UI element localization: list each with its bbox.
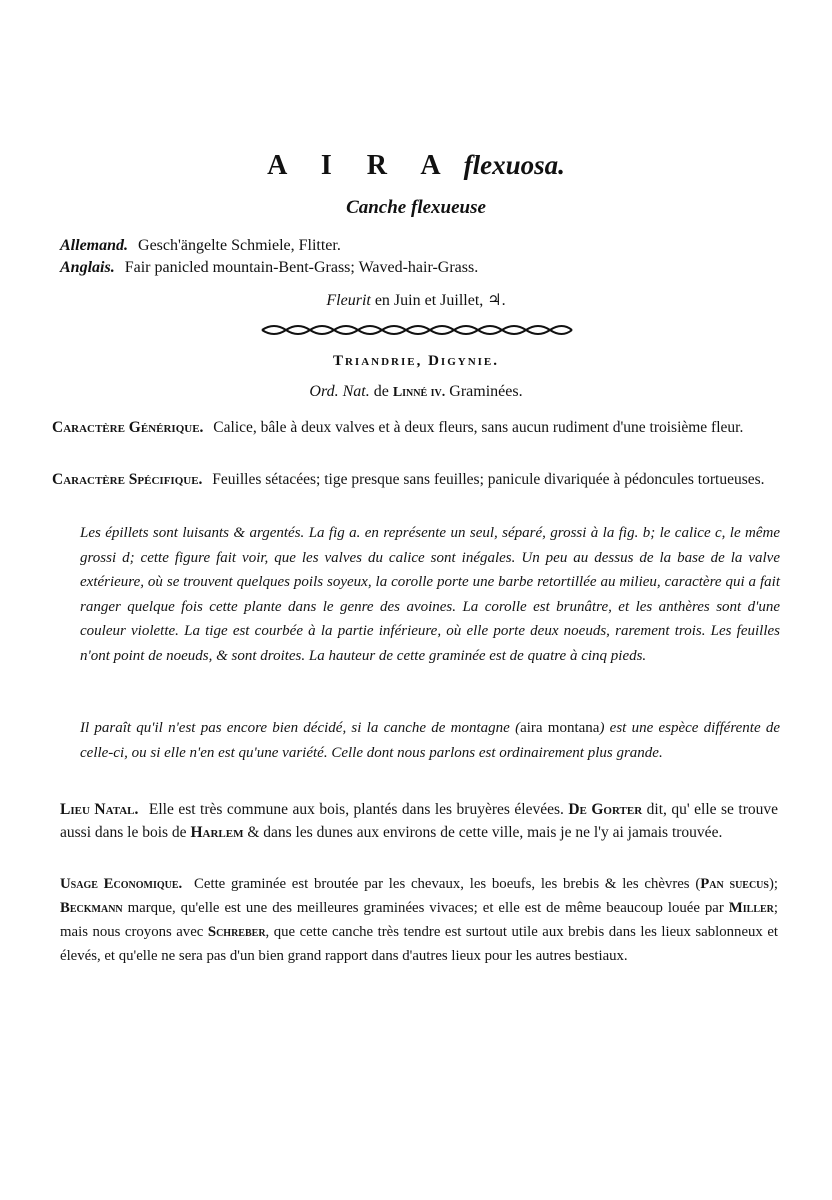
usage-text: Cette graminée est broutée par les chevaux, les boeufs, les brebis & les chèvres ( bbox=[194, 876, 701, 892]
ornament-divider bbox=[258, 322, 576, 338]
name-german bbox=[60, 235, 478, 257]
title-species: flexuosa. bbox=[463, 150, 565, 180]
habitat-head: Lieu Natal. bbox=[60, 801, 139, 818]
subtitle: Canche flexueuse bbox=[346, 197, 486, 218]
title-genus: A I R A bbox=[267, 150, 455, 181]
flowering-label: Fleurit bbox=[326, 292, 371, 309]
order-de: de bbox=[373, 383, 389, 400]
flowering-text: en Juin et Juillet, ♃. bbox=[374, 292, 506, 309]
flowering-period bbox=[0, 290, 832, 310]
linnaean-class: Triandrie, Digynie. bbox=[332, 353, 500, 369]
observation-paragraph: Les épillets sont luisants & argentés. La fig a. en représente un seul, séparé, grossi à la fig. b; le calice c, le même grossi d; cette figure fait voir, que les valves du calice sont inégales. Un peu au dessus de la base de la valve extérieure, où se trouvent quelques poils soyeux, la corolle porte une barbe retortillée au milieu, caractère qui a fait ranger quelque fois cette plante dans le genre des avoines. La corolle est brunâtre, et les anthères sont d'une couleur violette. La tige est courbée à la partie inférieure, où elle porte deux noeuds, rarement trois. Les feuilles n'ont point de noeuds, & sont droites. La hauteur de cette graminée est de quatre à cinq pieds. bbox=[80, 525, 780, 664]
natural-order bbox=[0, 383, 832, 401]
author-name: De Gorter bbox=[568, 801, 643, 818]
author-name: Miller bbox=[728, 900, 774, 916]
habitat-text: dit, qu' elle se trouve aussi dans le bois de bbox=[60, 801, 779, 841]
habitat-paragraph bbox=[60, 798, 778, 844]
habitat-text: Elle est très commune aux bois, plantés dans les bruyères élevées. bbox=[148, 801, 564, 818]
author-name: Pan suecus bbox=[700, 876, 769, 892]
page-title bbox=[0, 150, 832, 182]
specific-head: Caractère Spécifique. bbox=[52, 471, 203, 488]
order-linne: Linné iv. bbox=[392, 385, 446, 400]
generic-character bbox=[52, 416, 778, 439]
lang-label: Anglais. bbox=[60, 259, 115, 276]
vernacular-names bbox=[60, 235, 478, 279]
usage-paragraph bbox=[60, 872, 778, 968]
obs-species: aira montana bbox=[520, 720, 600, 736]
author-name: Schreber bbox=[207, 924, 266, 940]
order-family: Graminées. bbox=[449, 383, 523, 400]
observation-paragraph bbox=[80, 716, 780, 765]
name-text: Gesch'ängelte Schmiele, Flitter. bbox=[138, 237, 341, 254]
usage-text: ; mais nous croyons avec bbox=[60, 900, 779, 940]
author-name: Beckmann bbox=[60, 900, 123, 916]
usage-text: ); bbox=[768, 876, 779, 892]
generic-text: Calice, bâle à deux valves et à deux fleurs, sans aucun rudiment d'une troisième fleur. bbox=[213, 419, 744, 436]
obs-text: Il paraît qu'il n'est pas encore bien décidé, si la canche de montagne ( bbox=[80, 720, 521, 736]
place-name: Harlem bbox=[190, 824, 244, 841]
usage-text: , que cette canche très tendre est surtout utile aux brebis dans les lieux sablonneux et élevés, et qu'elle ne sera pas d'un bien grand rapport dans d'autres lieux pour les autres bestiaux. bbox=[60, 924, 779, 964]
order-prefix: Ord. Nat. bbox=[309, 383, 370, 400]
habitat-text: & dans les dunes aux environs de cette ville, mais je ne l'y ai jamais trouvée. bbox=[247, 824, 723, 841]
specific-character bbox=[52, 468, 778, 491]
generic-head: Caractère Générique. bbox=[52, 419, 204, 436]
specific-text: Feuilles sétacées; tige presque sans feuilles; panicule divariquée à pédoncules tortueuses. bbox=[212, 471, 765, 488]
obs-text: ) est une espèce différente de celle-ci, ou si elle n'en est qu'une variété. Celle dont nous parlons est ordinairement plus grande. bbox=[80, 720, 780, 761]
name-text: Fair panicled mountain-Bent-Grass; Waved-hair-Grass. bbox=[124, 259, 479, 276]
name-english bbox=[60, 257, 478, 279]
lang-label: Allemand. bbox=[60, 237, 129, 254]
usage-head: Usage Economique. bbox=[60, 876, 183, 892]
usage-text: marque, qu'elle est une des meilleures graminées vivaces; et elle est de même beaucoup louée par bbox=[127, 900, 724, 916]
